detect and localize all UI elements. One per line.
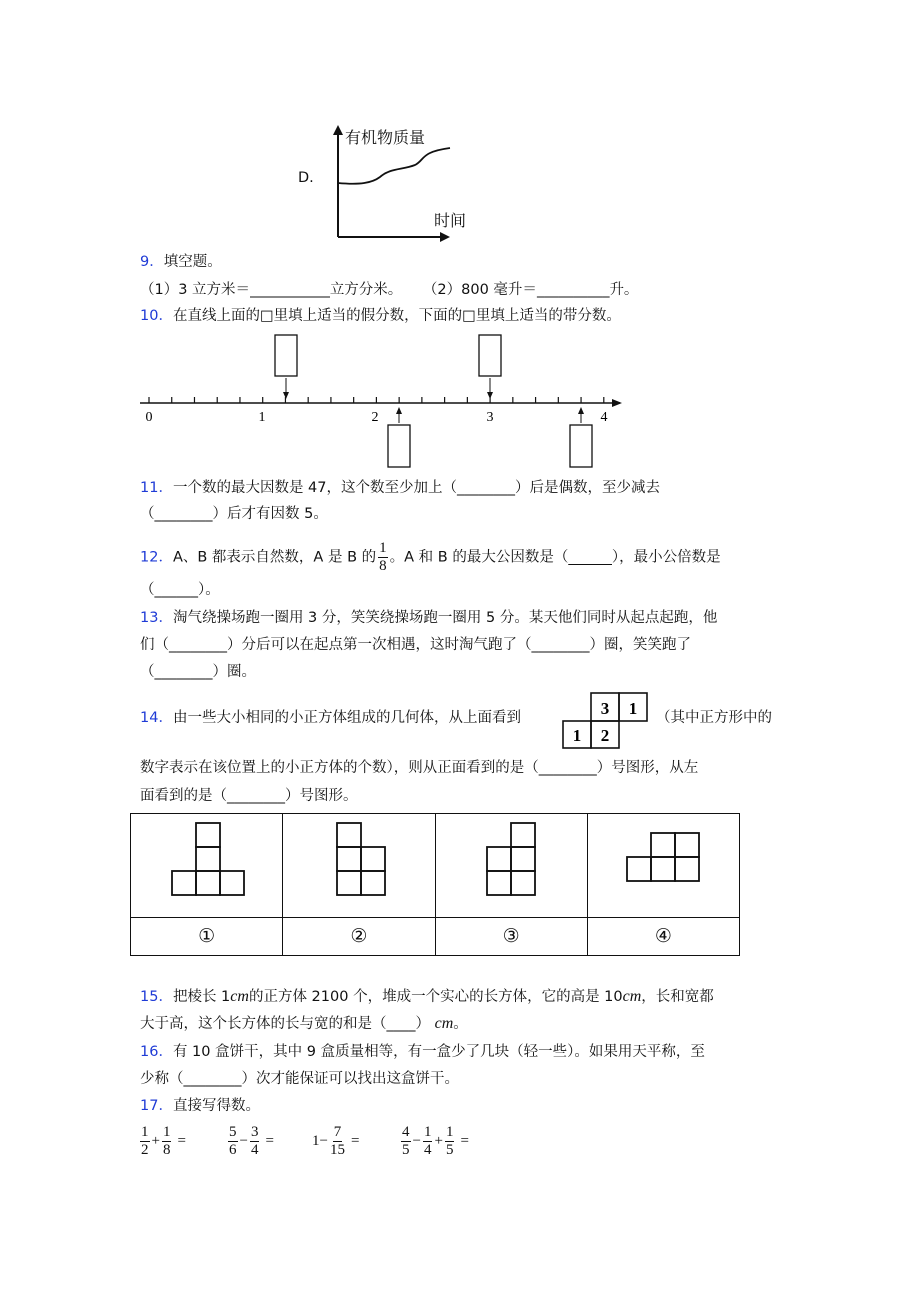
q10-title (140, 306, 621, 326)
answer-blank[interactable]: ___________ (250, 282, 330, 298)
q-text: 有 10 盒饼干，其中 9 盒质量相等，有一盒少了几块（轻一些）。如果用天平称，至 (172, 1044, 705, 1060)
q-text: 。 (453, 1016, 468, 1032)
answer-blank[interactable]: __________ (536, 282, 610, 298)
q11-line1 (140, 478, 660, 498)
q-number: 9． (140, 254, 164, 270)
top-view-count: 2 (600, 726, 610, 745)
y-axis-label: 有机物质量 (345, 128, 426, 147)
option-3-figure (435, 814, 587, 918)
tick-label: 0 (145, 410, 153, 425)
tick-label: 2 (371, 410, 379, 425)
q17-title (140, 1096, 260, 1116)
q15-line1 (140, 987, 714, 1007)
q14-line1-tail: （其中正方形中的 (656, 710, 772, 726)
x-axis-label: 时间 (434, 211, 467, 230)
options-table (130, 813, 740, 956)
expression-4: $\frac{4}{5}$ − $\frac{1}{4}$ + $\frac{1}{5}$ = (402, 1124, 469, 1158)
q11-line2: （________）后才有因数 5。 (140, 506, 328, 522)
option-1-figure (131, 814, 283, 918)
part2-unit: 升。 (609, 282, 639, 298)
unit-cm: cm (230, 988, 249, 1005)
q15-line2 (140, 1014, 468, 1034)
tick-label: 4 (600, 410, 608, 425)
q-number: 14． (140, 710, 173, 726)
q13-line3: （________）圈。 (140, 664, 256, 680)
expression-3: 1− $\frac{7}{15}$ = (312, 1124, 360, 1158)
q-text: 一个数的最大因数是 47，这个数至少加上（________）后是偶数，至少减去 (172, 480, 661, 496)
q-number: 13． (140, 610, 173, 626)
q-number: 12． (140, 549, 173, 566)
q-text: 大于高，这个长方体的长与宽的和是（____） (140, 1016, 430, 1032)
q9-title (140, 252, 222, 272)
q14-line2: 数字表示在该位置上的小正方体的个数），则从正面看到的是（________）号图形，从左 (140, 760, 699, 776)
q13-line2: 们（________）分后可以在起点第一次相遇，这时淘气跑了（________）圈，笑笑跑了 (140, 637, 691, 653)
answer-box-top-1[interactable] (275, 335, 297, 376)
option-1-label: ① (131, 918, 283, 956)
top-view-figure (561, 691, 653, 751)
fraction: $\frac{1}{8}$ (379, 540, 387, 574)
q-text: 填空题。 (163, 254, 222, 270)
unit-cm: cm (434, 1015, 454, 1032)
q-text: 由一些大小相同的小正方体组成的几何体，从上面看到 (172, 710, 521, 726)
q-text: ，长和宽都 (641, 989, 714, 1005)
option-2-label: ② (283, 918, 435, 956)
option-3-label: ③ (435, 918, 587, 956)
part2-text: （2）800 毫升＝ (422, 282, 537, 298)
q14-line3: 面看到的是（________）号图形。 (140, 788, 358, 804)
option-2-figure (283, 814, 435, 918)
q16-line1 (140, 1042, 705, 1062)
q-text: 直接写得数。 (172, 1098, 260, 1114)
answer-box-bottom-1[interactable] (388, 425, 410, 467)
tick-label: 3 (486, 410, 494, 425)
q-number: 10． (140, 308, 173, 324)
q14-line1 (140, 708, 521, 728)
q-text: A、B 都表示自然数，A 是 B 的 (172, 549, 377, 566)
q12-line2: （______）。 (140, 582, 220, 598)
q-number: 17． (140, 1098, 173, 1114)
q-text: 在直线上面的□里填上适当的假分数，下面的□里填上适当的带分数。 (172, 308, 621, 324)
q9-parts (140, 280, 638, 300)
mass-curve (338, 148, 450, 184)
unit-cm: cm (622, 988, 642, 1005)
expression-2: $\frac{5}{6}$ − $\frac{3}{4}$ = (229, 1124, 274, 1158)
part1-text: （1）3 立方米＝ (140, 282, 251, 298)
top-view-count: 1 (628, 699, 638, 718)
top-view-count: 1 (572, 726, 582, 745)
q-text: 。A 和 B 的最大公因数是（______），最小公倍数是 (389, 549, 721, 566)
q-text: 淘气绕操场跑一圈用 3 分，笑笑绕操场跑一圈用 5 分。某天他们同时从起点起跑，他 (172, 610, 718, 626)
top-view-count: 3 (600, 699, 610, 718)
q-number: 16． (140, 1044, 173, 1060)
number-line (130, 330, 630, 475)
q-number: 15． (140, 989, 173, 1005)
q-number: 11． (140, 480, 173, 496)
q16-line2: 少称（________）次才能保证可以找出这盒饼干。 (140, 1071, 459, 1087)
q13-line1 (140, 608, 717, 628)
q-text: 把棱长 1 (172, 989, 231, 1005)
answer-box-top-2[interactable] (479, 335, 501, 376)
q12-line1 (140, 540, 721, 575)
part1-unit: 立方分米。 (329, 282, 403, 298)
option-4-label: ④ (587, 918, 739, 956)
answer-box-bottom-2[interactable] (570, 425, 592, 467)
option-d-label: D. (298, 170, 314, 186)
tick-label: 1 (258, 410, 266, 425)
expression-1: $\frac{1}{2}$ + $\frac{1}{8}$ = (141, 1124, 186, 1158)
q-text: 的正方体 2100 个，堆成一个实心的长方体，它的高是 10 (248, 989, 623, 1005)
option-4-figure (587, 814, 739, 918)
